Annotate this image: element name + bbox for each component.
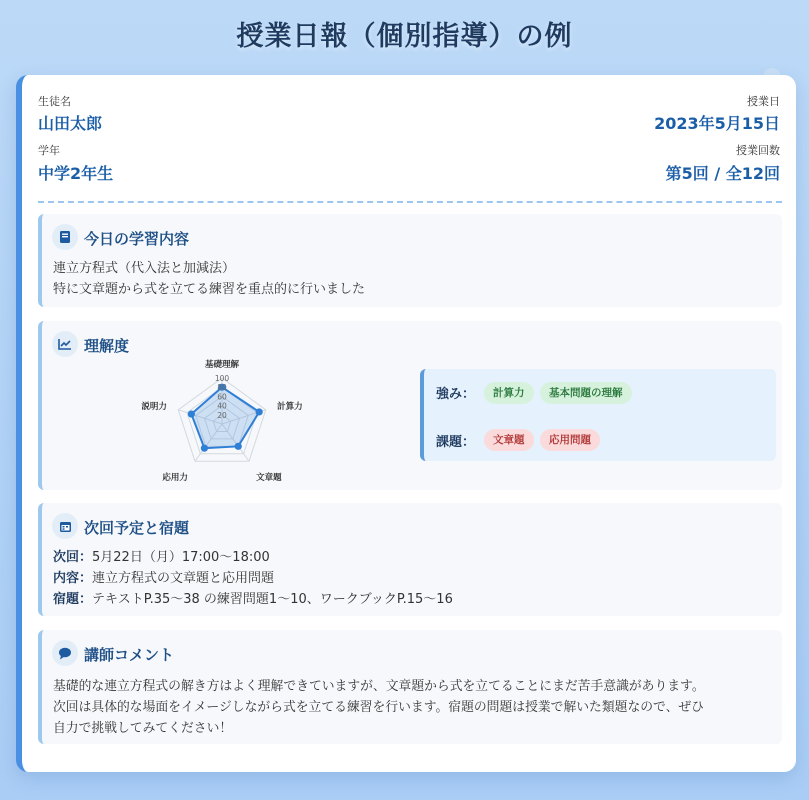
radar-axis-label: 応用力 bbox=[162, 472, 188, 483]
next-details bbox=[53, 547, 453, 610]
book-icon bbox=[52, 224, 78, 250]
lesson-date: 2023年5月15日 bbox=[654, 114, 780, 133]
report-card bbox=[16, 75, 796, 772]
issue-tag: 応用問題 bbox=[540, 429, 600, 451]
issue-tag: 文章題 bbox=[484, 429, 534, 451]
strength-tag: 基本問題の理解 bbox=[540, 382, 632, 404]
radar-tick-label: 20 bbox=[217, 410, 227, 420]
radar-axis-label: 計算力 bbox=[277, 402, 303, 413]
radar-axis-label: 説明力 bbox=[141, 402, 167, 413]
lesson-count: 第5回 / 全12回 bbox=[665, 164, 780, 183]
today-title: 今日の学習内容 bbox=[84, 230, 190, 248]
radar-axis-label: 文章題 bbox=[256, 472, 282, 483]
page-title: 授業日報（個別指導）の例 bbox=[236, 21, 573, 52]
today-text bbox=[53, 258, 365, 300]
understanding-section bbox=[38, 321, 782, 490]
understanding-title: 理解度 bbox=[84, 337, 130, 355]
comment-title: 講師コメント bbox=[84, 646, 175, 664]
chart-line-icon bbox=[52, 331, 78, 357]
strengths-issues-box bbox=[420, 369, 776, 461]
next-schedule: 次回：5月22日（月）17:00〜18:00 bbox=[53, 550, 270, 565]
today-line-2: 特に文章題から式を立てる練習を重点的に行いました bbox=[53, 282, 366, 297]
issues-label: 課題： bbox=[436, 435, 476, 450]
radar-point bbox=[201, 445, 208, 452]
next-title: 次回予定と宿題 bbox=[84, 519, 190, 537]
comment-section bbox=[38, 630, 782, 744]
grade-label: 学年 bbox=[38, 144, 60, 157]
radar-tick-label: 80 bbox=[217, 383, 227, 393]
strength-tag: 計算力 bbox=[484, 382, 534, 404]
student-name: 山田太郎 bbox=[38, 114, 103, 133]
strengths-label: 強み： bbox=[436, 387, 476, 402]
grade-value: 中学2年生 bbox=[38, 164, 114, 183]
today-section bbox=[38, 214, 782, 307]
comment-line-2: 次回は具体的な場面をイメージしながら式を立てる練習を行います。宿題の問題は授業で解いた類題なので、ぜひ bbox=[53, 700, 704, 715]
radar-tick-label: 40 bbox=[217, 401, 227, 411]
calendar-icon bbox=[52, 513, 78, 539]
radar-point bbox=[256, 408, 263, 415]
lesson-count-label: 授業回数 bbox=[736, 144, 780, 157]
next-homework: 宿題：テキストP.35〜38 の練習問題1〜10、ワークブックP.15〜16 bbox=[53, 592, 453, 607]
student-name-label: 生徒名 bbox=[38, 95, 71, 108]
comment-line-3: 自力で挑戦してみてください！ bbox=[53, 721, 233, 736]
comment-line-1: 基礎的な連立方程式の解き方はよく理解できていますが、文章題から式を立てることにまだ苦手意識があります。 bbox=[53, 679, 705, 694]
divider bbox=[38, 201, 782, 203]
next-content: 内容：連立方程式の文章題と応用問題 bbox=[53, 571, 275, 586]
lesson-date-label: 授業日 bbox=[747, 95, 780, 108]
today-line-1: 連立方程式（代入法と加減法） bbox=[53, 261, 236, 276]
radar-tick-label: 100 bbox=[214, 374, 230, 383]
radar-axis-label: 基礎理解 bbox=[204, 360, 240, 370]
radar-point bbox=[188, 410, 195, 417]
comment-text bbox=[53, 676, 705, 739]
radar-chart bbox=[122, 357, 322, 487]
speech-bubble-icon bbox=[52, 640, 78, 666]
radar-tick-label: 60 bbox=[217, 392, 227, 402]
radar-point bbox=[235, 443, 242, 450]
next-section bbox=[38, 503, 782, 616]
